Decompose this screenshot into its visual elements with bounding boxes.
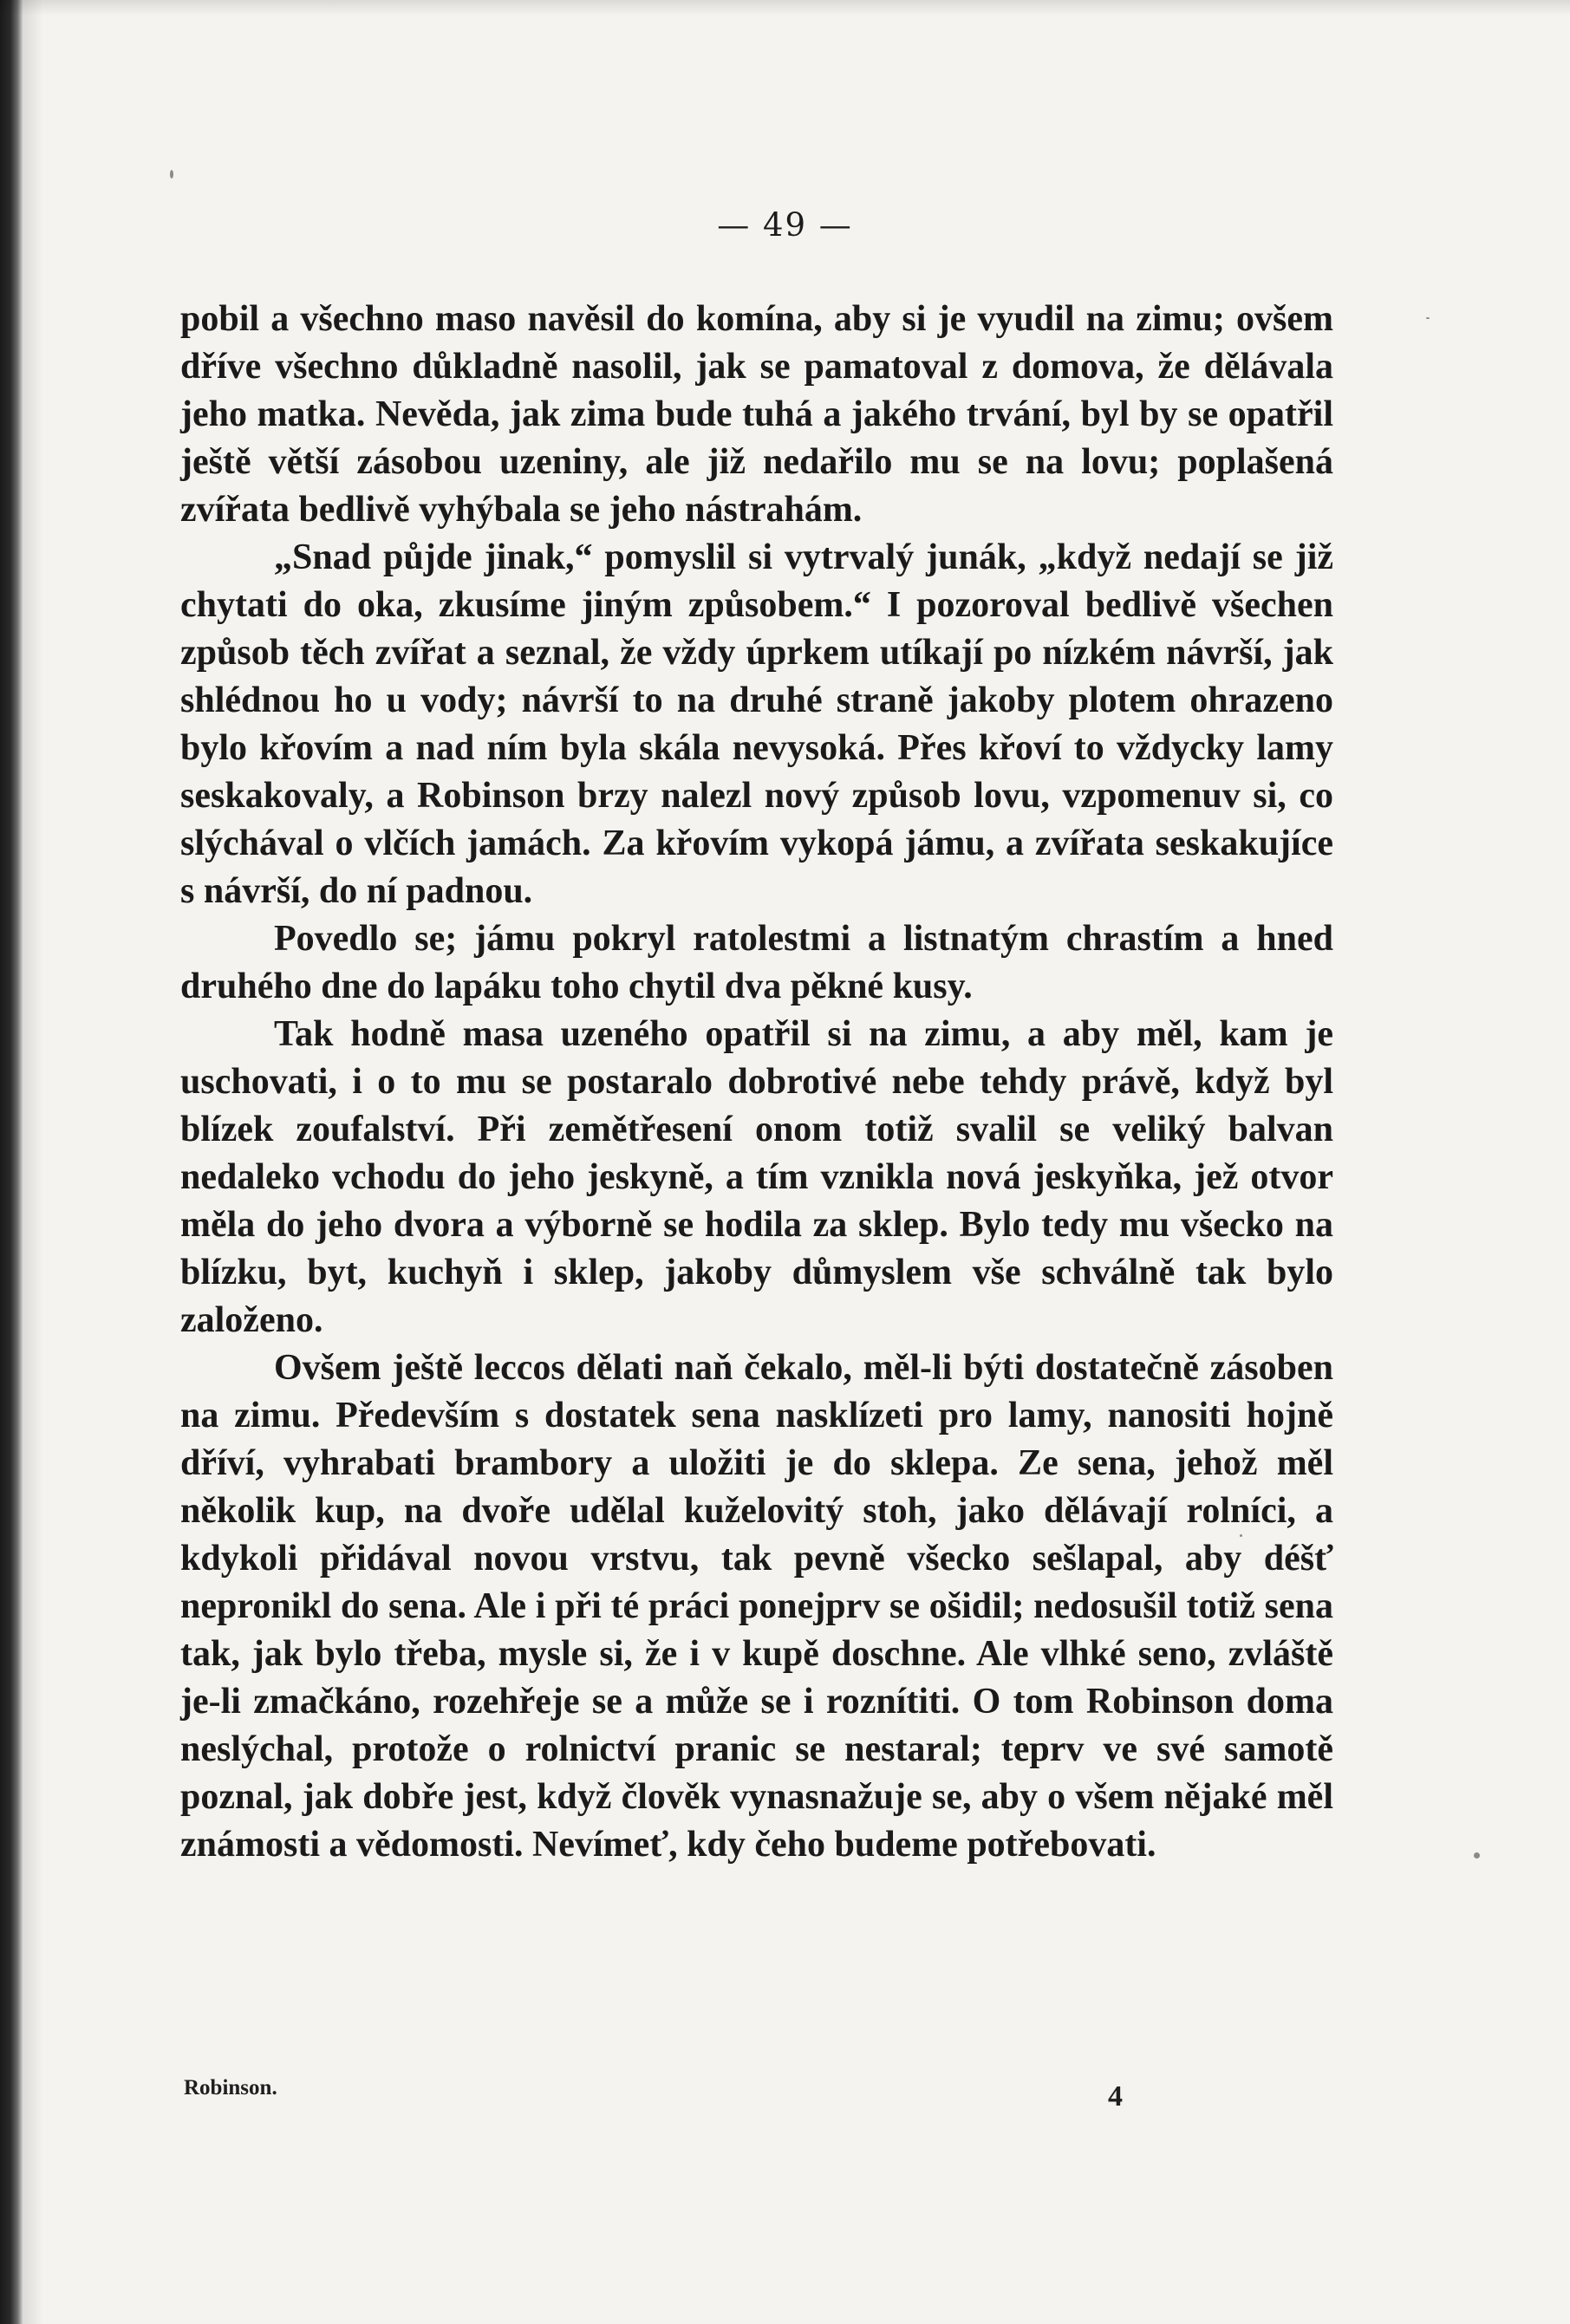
binding-shadow — [23, 0, 43, 2324]
paragraph: Tak hodně masa uzeného opatřil si na zimu, a aby měl, kam je uschovati, i o to mu se postaralo dobrotivé nebe tehdy právě, když byl blízek zoufalství. Při zemětřesení onom totiž svalil se veliký balvan nedaleko vchodu do jeho jeskyně, a tím vznikla nová jeskyňka, jež otvor měla do jeho dvora a výborně se hodila za sklep. Bylo tedy mu všecko na blízku, byt, kuchyň i sklep, jakoby důmyslem vše schválně tak bylo založeno. — [180, 1014, 1333, 1340]
paragraph: Ovšem ještě leccos dělati naň čekalo, měl-li býti dostatečně zásoben na zimu. Především s dostatek sena nasklízeti pro lamy, nanositi hojně dříví, vyhrabati brambory a uložiti je do sklepa. Ze sena, jehož měl několik kup, na dvoře udělal kuželovitý stoh, jako dělávají rolníci, a kdykoli přidával novou vrstvu, tak pevně všecko sešlapal, aby déšť nepronikl do sena. Ale i při té práci ponejprv se ošidil; nedosušil totiž sena tak, jak bylo třeba, mysle si, že i v kupě doschne. Ale vlhké seno, zvláště je-li zmačkáno, rozehřeje se a může se i roznítiti. O tom Robinson doma neslýchal, protože o rolnictví pranic se nestaral; teprv ve své samotě poznal, jak dobře jest, když člověk vynasnažuje se, aby o všem nějaké měl známosti a vědomosti. Nevímeť, kdy čeho budeme potřebovati. — [180, 1348, 1333, 1865]
paper-speck — [1426, 317, 1430, 319]
paragraph: „Snad půjde jinak,“ pomyslil si vytrvalý junák, „když nedají se již chytati do oka, zkusíme jiným způsobem.“ I pozoroval bedlivě všechen způsob těch zvířat a seznal, že vždy úprkem utíkají po nízkém návrší, jak shlédnou ho u vody; návrší to na druhé straně jakoby plotem ohrazeno bylo křovím a nad ním byla skála nevysoká. Přes křoví to vždycky lamy seskakovaly, a Robinson brzy nalezl nový způsob lovu, vzpomenuv si, co slýchával o vlčích jamách. Za křovím vykopá jámu, a zvířata seskakujíce s návrší, do ní padnou. — [180, 537, 1333, 911]
paragraph: pobil a všechno maso navěsil do komína, aby si je vyudil na zimu; ovšem dříve všechno důkladně nasolil, jak se pamatoval z domova, že dělávala jeho matka. Nevěda, jak zima bude tuhá a jakého trvání, byl by se opatřil ještě větší zásobou uzeniny, ale již nedařilo mu se na lovu; poplašená zvířata bedlivě vyhýbala se jeho nástrahám. — [180, 299, 1333, 530]
paragraph: Povedlo se; jámu pokryl ratolestmi a listnatým chrastím a hned druhého dne do lapáku toho chytil dva pěkné kusy. — [180, 919, 1333, 1006]
body-text — [180, 296, 1333, 1869]
paper-speck — [170, 170, 173, 179]
page-number: — 49 — — [717, 206, 853, 244]
footer-signature: Robinson. — [184, 2076, 277, 2099]
paper-speck — [1474, 1852, 1480, 1859]
binding-edge — [0, 0, 23, 2324]
top-edge-shadow — [0, 0, 1570, 16]
sheet-number: 4 — [1108, 2080, 1123, 2112]
